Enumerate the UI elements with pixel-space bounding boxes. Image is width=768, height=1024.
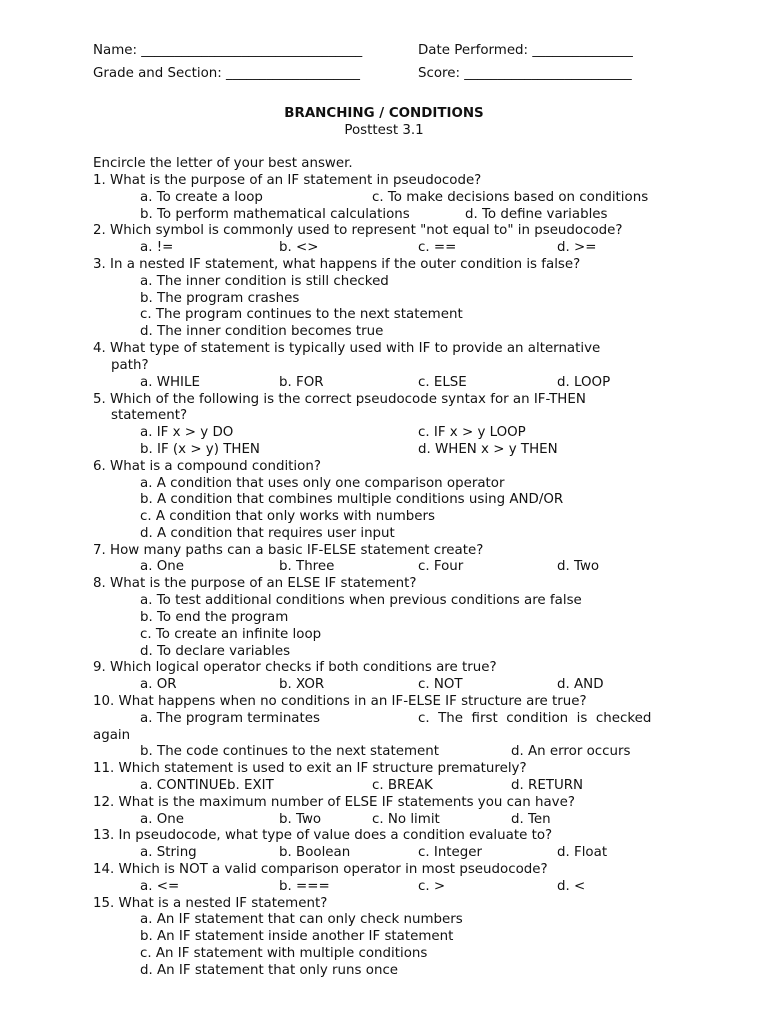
choice-7d: d. Two: [557, 559, 600, 574]
choice-13c: c. Integer: [418, 845, 483, 860]
choice-14c: c. >: [418, 879, 446, 894]
choice-7a: a. One: [140, 559, 184, 574]
question-5-continued: statement?: [111, 408, 188, 423]
choice-6a: a. A condition that uses only one comparison operator: [140, 476, 505, 491]
choice-13d: d. Float: [557, 845, 608, 860]
question-4-continued: path?: [111, 358, 149, 373]
choice-11c: c. BREAK: [372, 778, 433, 793]
choice-1b: b. To perform mathematical calculations: [140, 207, 410, 222]
choice-7b: b. Three: [279, 559, 335, 574]
choice-2d: d. >=: [557, 240, 597, 255]
question-8: 8. What is the purpose of an ELSE IF statement?: [93, 576, 417, 591]
choice-3c: c. The program continues to the next statement: [140, 307, 463, 322]
choice-9d: d. AND: [557, 677, 604, 692]
choice-10a: a. The program terminates: [140, 711, 320, 726]
choice-11ab: a. CONTINUEb. EXIT: [140, 778, 274, 793]
question-6: 6. What is a compound condition?: [93, 459, 321, 474]
choice-5c: c. IF x > y LOOP: [418, 425, 526, 440]
choice-4a: a. WHILE: [140, 375, 200, 390]
choice-6d: d. A condition that requires user input: [140, 526, 395, 541]
question-10: 10. What happens when no conditions in an IF-ELSE IF structure are true?: [93, 694, 587, 709]
choice-13b: b. Boolean: [279, 845, 351, 860]
date-performed-field: Date Performed: _______________: [418, 43, 633, 58]
choice-2b: b. <>: [279, 240, 319, 255]
choice-9c: c. NOT: [418, 677, 463, 692]
choice-15b: b. An IF statement inside another IF statement: [140, 929, 454, 944]
choice-13a: a. String: [140, 845, 197, 860]
score-field: Score: _________________________: [418, 66, 632, 81]
choice-3a: a. The inner condition is still checked: [140, 274, 389, 289]
question-1: 1. What is the purpose of an IF statement in pseudocode?: [93, 173, 482, 188]
question-3: 3. In a nested IF statement, what happens if the outer condition is false?: [93, 257, 581, 272]
question-12: 12. What is the maximum number of ELSE IF statements you can have?: [93, 795, 575, 810]
document-title: BRANCHING / CONDITIONS: [284, 106, 484, 121]
choice-10b: b. The code continues to the next statement: [140, 744, 439, 759]
document-subtitle: Posttest 3.1: [344, 123, 424, 138]
choice-15c: c. An IF statement with multiple conditions: [140, 946, 428, 961]
choice-9a: a. OR: [140, 677, 177, 692]
choice-8d: d. To declare variables: [140, 644, 291, 659]
choice-5d: d. WHEN x > y THEN: [418, 442, 558, 457]
choice-4b: b. FOR: [279, 375, 324, 390]
question-11: 11. Which statement is used to exit an IF structure prematurely?: [93, 761, 527, 776]
choice-8b: b. To end the program: [140, 610, 289, 625]
choice-11d: d. RETURN: [511, 778, 584, 793]
choice-4c: c. ELSE: [418, 375, 467, 390]
choice-8c: c. To create an infinite loop: [140, 627, 322, 642]
choice-3d: d. The inner condition becomes true: [140, 324, 384, 339]
question-2: 2. Which symbol is commonly used to represent "not equal to" in pseudocode?: [93, 223, 623, 238]
choice-2a: a. !=: [140, 240, 174, 255]
choice-2c: c. ==: [418, 240, 457, 255]
instructions: Encircle the letter of your best answer.: [93, 156, 353, 171]
choice-12a: a. One: [140, 812, 184, 827]
choice-9b: b. XOR: [279, 677, 325, 692]
grade-section-field: Grade and Section: ____________________: [93, 66, 360, 81]
question-7: 7. How many paths can a basic IF-ELSE statement create?: [93, 543, 484, 558]
choice-10c-continued: again: [93, 728, 131, 743]
choice-12c: c. No limit: [372, 812, 440, 827]
choice-1c: c. To make decisions based on conditions: [372, 190, 649, 205]
choice-14b: b. ===: [279, 879, 330, 894]
choice-10d: d. An error occurs: [511, 744, 631, 759]
choice-12b: b. Two: [279, 812, 322, 827]
choice-3b: b. The program crashes: [140, 291, 300, 306]
question-13: 13. In pseudocode, what type of value does a condition evaluate to?: [93, 828, 553, 843]
choice-12d: d. Ten: [511, 812, 551, 827]
question-15: 15. What is a nested IF statement?: [93, 896, 328, 911]
choice-14d: d. <: [557, 879, 586, 894]
choice-15a: a. An IF statement that can only check numbers: [140, 912, 463, 927]
choice-7c: c. Four: [418, 559, 464, 574]
question-5: 5. Which of the following is the correct pseudocode syntax for an IF-THEN: [93, 392, 586, 407]
choice-6c: c. A condition that only works with numbers: [140, 509, 436, 524]
question-14: 14. Which is NOT a valid comparison operator in most pseudocode?: [93, 862, 548, 877]
choice-1a: a. To create a loop: [140, 190, 263, 205]
choice-5a: a. IF x > y DO: [140, 425, 234, 440]
choice-6b: b. A condition that combines multiple conditions using AND/OR: [140, 492, 564, 507]
choice-5b: b. IF (x > y) THEN: [140, 442, 260, 457]
choice-15d: d. An IF statement that only runs once: [140, 963, 399, 978]
name-field: Name: _________________________________: [93, 43, 363, 58]
question-9: 9. Which logical operator checks if both conditions are true?: [93, 660, 497, 675]
choice-8a: a. To test additional conditions when previous conditions are false: [140, 593, 582, 608]
choice-14a: a. <=: [140, 879, 180, 894]
choice-10c: c. The first condition is checked: [418, 711, 652, 726]
choice-1d: d. To define variables: [465, 207, 608, 222]
choice-4d: d. LOOP: [557, 375, 611, 390]
question-4: 4. What type of statement is typically used with IF to provide an alternative: [93, 341, 601, 356]
